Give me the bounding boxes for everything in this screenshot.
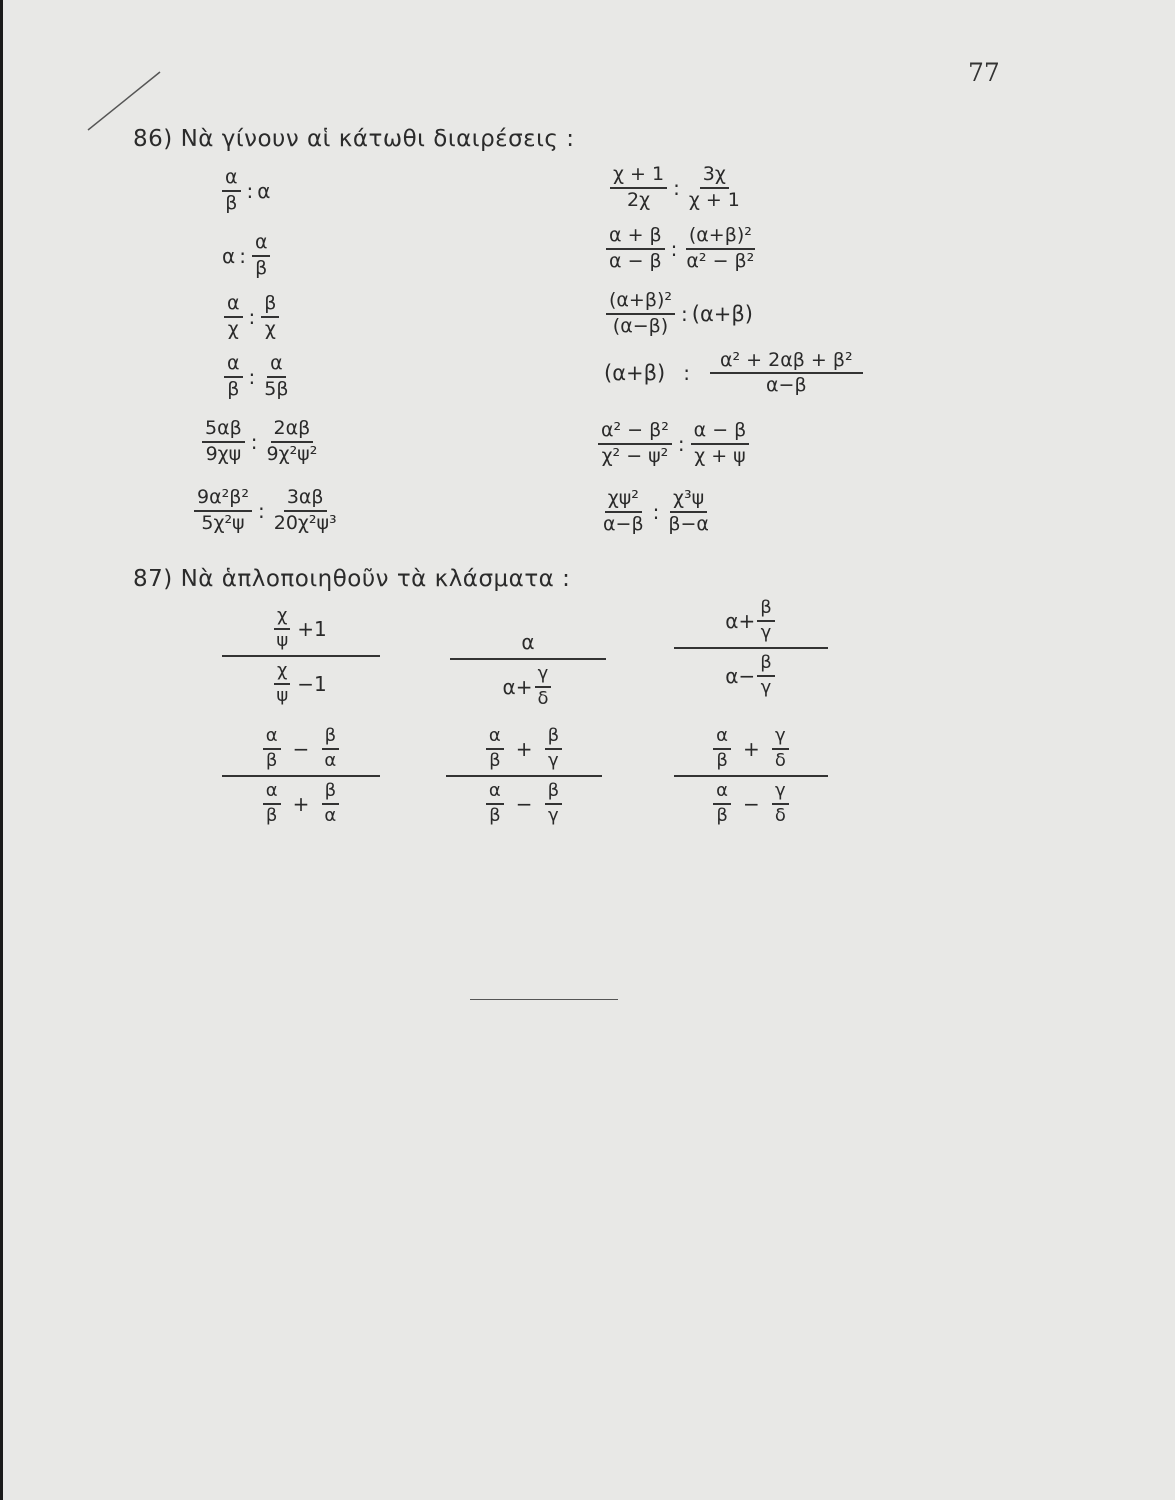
fraction: α β [713, 726, 731, 771]
exercise-87-heading [133, 566, 570, 592]
fraction: (α+β)² (α−β) [606, 290, 675, 338]
fraction: (α+β)² α² − β² [686, 224, 755, 272]
fraction: α β [486, 781, 504, 826]
fraction: α β [713, 781, 731, 826]
complex-fraction-87-4: α β − $\frac{\beta}{\alpha}$ α β + $\frac{\beta}{\alpha}$ [222, 726, 380, 827]
fraction: α χ [224, 293, 243, 341]
fraction: α² + 2αβ + β² α−β [710, 350, 863, 397]
complex-fraction-87-1: χ ψ +1 χ ψ −1 [222, 606, 380, 707]
exercise-86-title: Νὰ γίνουν αἱ κάτωθι διαιρέσεις : [180, 126, 575, 152]
end-of-section-rule [470, 999, 618, 1000]
complex-fraction-87-5: α β + $\frac{\beta}{\gamma}$ α β − $\frac{\beta}{\gamma}$ [446, 726, 602, 827]
division-86-right-3: (α+β)² (α−β) : (α+β) [604, 290, 753, 338]
fraction: α β [263, 726, 281, 771]
fraction: α β [224, 353, 243, 401]
complex-fraction-87-2: α α+ $\frac{\gamma}{\delta}$ [450, 630, 606, 709]
fraction: α 5β [264, 352, 289, 400]
division-86-left-2: α : α β [222, 232, 272, 280]
fraction: $\frac{\beta}{\gamma}$ [757, 598, 775, 643]
division-86-left-4: α β : α 5β [222, 353, 294, 401]
division-86-right-5: α² − β² χ² − ψ² : α − β χ + ψ [596, 420, 751, 468]
division-86-right-6: χψ² α−β : χ³ψ β−α [598, 488, 714, 536]
fraction: α β [252, 232, 271, 280]
exercise-86-heading [133, 126, 574, 152]
division-86-right-2: α + β α − β : (α+β)² α² − β² [604, 225, 759, 273]
fraction: 5αβ 9χψ [202, 418, 245, 466]
complex-fraction-87-3: α+ $\frac{\beta}{\gamma}$ α− $\frac{\beta}{\gamma}$ [674, 598, 828, 699]
exercise-87-title: Νὰ ἁπλοποιηθοῦν τὰ κλάσματα : [180, 566, 571, 592]
fraction: 3χ χ + 1 [688, 163, 740, 211]
fraction: χ³ψ β−α [668, 487, 709, 535]
page-number: 77 [968, 58, 1000, 87]
page-binding-edge [0, 0, 3, 1500]
fraction: α β [222, 167, 241, 215]
pencil-tick-mark [88, 72, 89, 73]
division-86-right-1: χ + 1 2χ : 3χ χ + 1 [608, 164, 745, 212]
fraction: α β [263, 781, 281, 826]
exercise-86-label: 86) [133, 126, 173, 152]
fraction: χψ² α−β [603, 487, 644, 535]
division-86-right-4: (α+β) : α² + 2αβ + β² α−β [604, 350, 865, 397]
fraction: $\frac{\gamma}{\delta}$ [534, 664, 551, 709]
fraction: α + β α − β [606, 225, 665, 273]
fraction: 2αβ 9χ²ψ² [266, 417, 318, 465]
fraction: $\frac{\beta}{\alpha}$ [321, 781, 339, 826]
fraction: α β [486, 726, 504, 771]
fraction: $\frac{\beta}{\gamma}$ [545, 726, 563, 771]
fraction: $\frac{\beta}{\gamma}$ [545, 781, 563, 826]
fraction: $\frac{\gamma}{\delta}$ [772, 781, 789, 826]
fraction: β χ [261, 293, 279, 341]
fraction: α − β χ + ψ [691, 420, 750, 468]
division-86-left-6: 9α²β² 5χ²ψ : 3αβ 20χ²ψ³ [192, 487, 342, 535]
fraction: 3αβ 20χ²ψ³ [273, 486, 337, 534]
fraction: 9α²β² 5χ²ψ [194, 487, 252, 535]
division-86-left-1: α β : α [220, 167, 270, 215]
division-86-left-3: α χ : β χ [222, 293, 281, 341]
fraction: χ ψ [273, 661, 291, 706]
division-86-left-5: 5αβ 9χψ : 2αβ 9χ²ψ² [200, 418, 322, 466]
fraction: χ + 1 2χ [610, 164, 667, 212]
complex-fraction-87-6: α β + $\frac{\gamma}{\delta}$ α β − $\frac{\gamma}{\delta}$ [674, 726, 828, 827]
fraction: α² − β² χ² − ψ² [598, 420, 672, 468]
exercise-87-label: 87) [133, 566, 173, 592]
fraction: $\frac{\gamma}{\delta}$ [772, 726, 789, 771]
fraction: $\frac{\beta}{\gamma}$ [757, 653, 775, 698]
fraction: χ ψ [273, 606, 291, 651]
fraction: $\frac{\beta}{\alpha}$ [321, 726, 339, 771]
